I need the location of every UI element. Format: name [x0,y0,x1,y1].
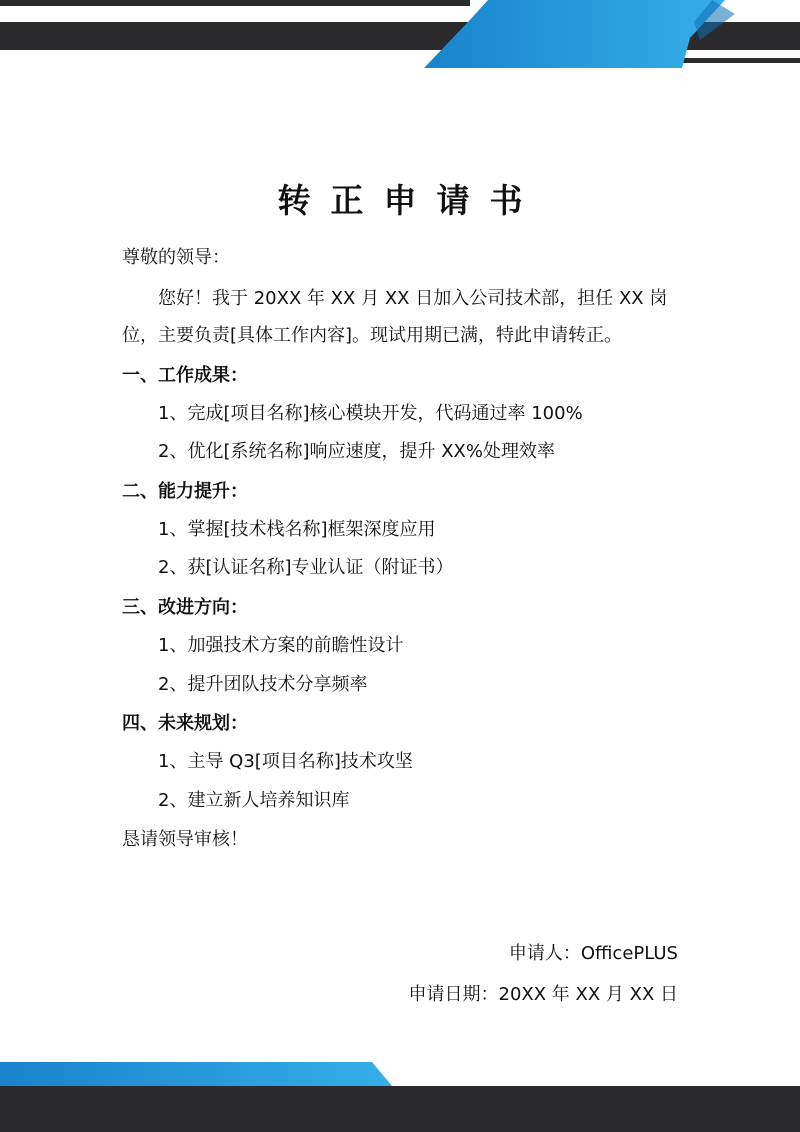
bottom-blue-shape [0,1062,392,1086]
list-item: 2、优化[系统名称]响应速度，提升 XX%处理效率 [158,441,555,462]
section-heading-improvements: 三、改进方向： [122,597,248,618]
section-heading-achievements: 一、工作成果： [122,365,248,386]
list-item: 2、建立新人培养知识库 [158,790,350,811]
section-heading-future-plans: 四、未来规划： [122,713,248,734]
page-title: 转正申请书 [277,181,543,220]
list-item: 1、完成[项目名称]核心模块开发，代码通过率 100% [158,403,583,424]
top-thin-line-right [680,58,800,63]
intro-paragraph-line-1: 您好！我于 20XX 年 XX 月 XX 日加入公司技术部，担任 XX 岗 [158,288,668,309]
applicant-name: 申请人：OfficePLUS [508,943,678,964]
list-item: 1、掌握[技术栈名称]框架深度应用 [158,519,436,540]
top-decorative-banner [0,0,800,70]
salutation: 尊敬的领导： [122,247,230,268]
top-blue-shape [424,0,725,68]
bottom-decorative-banner [0,1062,800,1132]
list-item: 1、主导 Q3[项目名称]技术攻坚 [158,751,413,772]
application-date: 申请日期：20XX 年 XX 月 XX 日 [408,984,678,1005]
section-heading-skills: 二、能力提升： [122,481,248,502]
list-item: 2、提升团队技术分享频率 [158,674,368,695]
list-item: 2、获[认证名称]专业认证（附证书） [158,557,454,578]
intro-paragraph-line-2: 位，主要负责[具体工作内容]。现试用期已满，特此申请转正。 [122,325,623,346]
top-thin-line-left [0,0,470,6]
list-item: 1、加强技术方案的前瞻性设计 [158,635,404,656]
closing-line: 恳请领导审核！ [122,829,248,850]
